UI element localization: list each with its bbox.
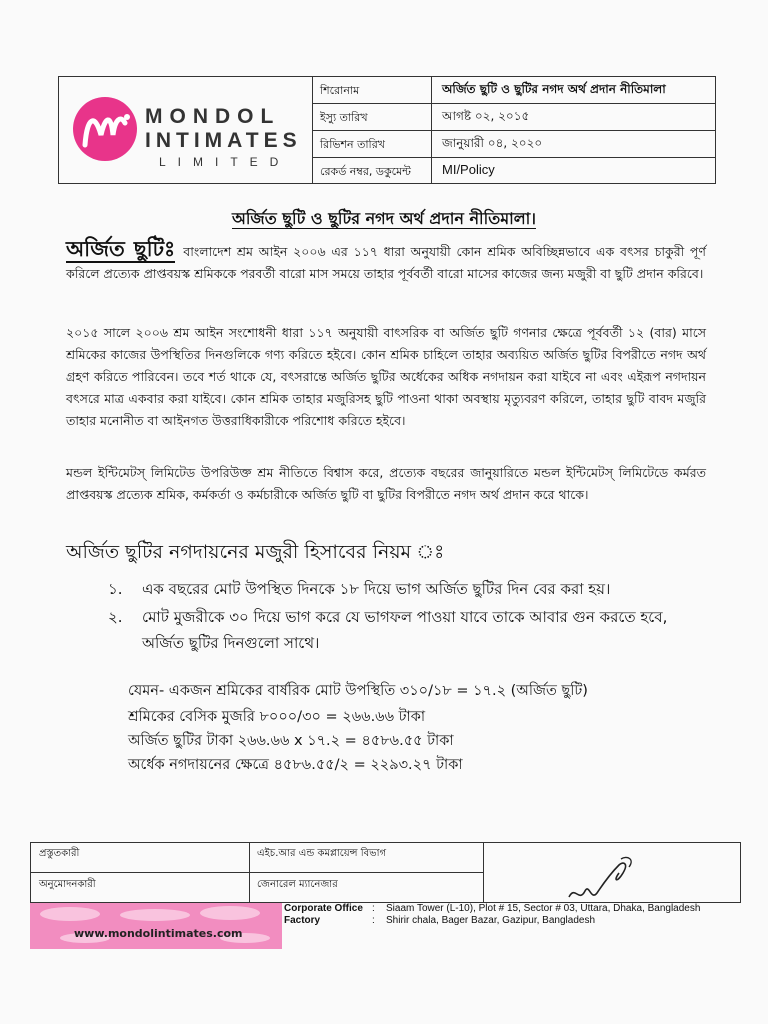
factory-label: Factory <box>284 915 321 926</box>
website-link[interactable]: www.mondolintimates.com <box>74 927 243 940</box>
header-row-title <box>312 77 715 104</box>
section2-heading: অর্জিত ছুটির নগদায়নের মজুরী হিসাবের নিয়ম ঃ <box>66 541 445 563</box>
section1-paragraph3: মন্ডল ইন্টিমেটস্ লিমিটেড উপরিউক্ত শ্রম নীতিতে বিশ্বাস করে, প্রত্যেক বছরের জানুয়ারিতে মন্ডল ইন্টিমেটস্ লিমিটেডে কর্মরত প্রাপ্তবয়স্ক প্রত্যেক শ্রমিক, কর্মকর্তা ও কর্মচারীকে অর্জিত ছুটি বা ছুটির বিপরীতে নগদ অর্থ প্রদান করে থাকে। <box>66 465 706 502</box>
section1-p1-text: বাংলাদেশ শ্রম আইন ২০০৬ এর ১১৭ ধারা অনুযায়ী কোন শ্রমিক অবিচ্ছিন্নভাবে এক বৎসর চাকুরী পূর্ণ করিলে প্রত্যেক প্রাপ্তবয়স্ক শ্রমিককে পরবর্তী বারো মাস সময়ে তাহার পূর্ববর্তী বারো মাসের কাজের জন্য মজুরী বা ছুটি প্রদান করিবে। <box>66 244 706 281</box>
example-line-2: শ্রমিকের বেসিক মুজরি ৮০০০/৩০ = ২৬৬.৬৬ টাকা <box>128 709 426 725</box>
example-line-1: যেমন- একজন শ্রমিকের বার্ষরিক মোট উপস্থিতি ৩১০/১৮ = ১৭.২ (অর্জিত ছুটি) <box>128 683 588 699</box>
logo-text-line1: MONDOL <box>145 105 281 128</box>
company-logo <box>59 77 313 183</box>
logo-text-line3: LIMITED <box>159 155 291 169</box>
header-row-record-number <box>312 158 715 184</box>
corporate-office-label: Corporate Office <box>284 903 363 914</box>
section1-paragraph2: ২০১৫ সালে ২০০৬ শ্রম আইন সংশোধনী ধারা ১১৭ অনুযায়ী বাৎসরিক বা অর্জিত ছুটি গণনার ক্ষেত্রে পূর্ববর্তী ১২ (বার) মাসে শ্রমিকের কাজের উপস্থিতির দিনগুলিকে গণ্য করিতে হইবে। কোন শ্রমিক চাহিলে তাহার অব্যয়িত অর্জিত ছুটির বিপরীতে নগদ অর্থ গ্রহণ করিতে পারিবেন। তবে শর্ত থাকে যে, বৎসরান্তে অর্জিত ছুটির অর্ধেকের অধিক নগদায়ন করা যাইবে না এবং এইরূপ নগদায়ন বৎসরে মাত্র একবার করা যাইবে। কোন শ্রমিক তাহার মজুরিসহ ছুটি পাওনা থাকা অবস্থায় মৃত্যুবরণ করিলে, তাহার ছুটি বাবদ মজুরি তাহার মনোনীত বা আইনগত উত্তরাধিকারীকে পরিশোধ করিতে হইবে। <box>66 325 706 428</box>
approval-table <box>30 842 741 903</box>
header-label-title: শিরোনাম <box>320 84 360 97</box>
document-title: অর্জিত ছুটি ও ছুটির নগদ অর্থ প্রদান নীতিমালা। <box>231 209 537 228</box>
approved-by-value: জেনারেল ম্যানেজার <box>257 879 338 890</box>
header-value-title: অর্জিত ছুটি ও ছুটির নগদ অর্থ প্রদান নীতিমালা <box>442 82 666 96</box>
website-banner <box>30 903 282 949</box>
corporate-office-colon: : <box>372 903 375 914</box>
prepared-by-label: প্রস্তুতকারী <box>39 848 80 859</box>
prepared-by-value: এইচ.আর এন্ড কমপ্লায়েন্স বিভাগ <box>257 848 387 859</box>
header-label-revision-date: রিভিশন তারিখ <box>320 138 385 151</box>
header-row-revision-date <box>312 131 715 158</box>
logo-text-line2: INTIMATES <box>145 129 302 152</box>
header-row-issue-date <box>312 104 715 131</box>
header-value-record-number: MI/Policy <box>442 162 495 177</box>
corporate-office-address: Siaam Tower (L-10), Plot # 15, Sector # 03, Uttara, Dhaka, Bangladesh <box>386 903 701 914</box>
example-line-4: অর্ধেক নগদায়নের ক্ষেত্রে ৪৫৮৬.৫৫/২ = ২২৯৩.২৭ টাকা <box>128 757 463 773</box>
factory-colon: : <box>372 915 375 926</box>
rule-item-1-text: এক বছরের মোট উপস্থিত দিনকে ১৮ দিয়ে ভাগ অর্জিত ছুটির দিন বের করা হয়। <box>142 580 611 598</box>
logo-mark-icon <box>71 95 139 163</box>
header-value-issue-date: আগষ্ট ০২, ২০১৫ <box>442 109 530 123</box>
header-label-issue-date: ইস্যু তারিখ <box>320 111 368 124</box>
section1-heading: অর্জিত ছুটিঃ <box>66 237 176 261</box>
factory-address: Shirir chala, Bager Bazar, Gazipur, Bangladesh <box>386 915 596 926</box>
rule-item-2-number: ২. <box>108 608 123 626</box>
rule-item-1-number: ১. <box>108 580 123 598</box>
rule-item-1 <box>108 576 708 602</box>
approved-by-label: অনুমোদনকারী <box>39 879 96 890</box>
document-header-table <box>58 76 716 184</box>
signature-icon <box>561 851 651 909</box>
header-value-revision-date: জানুয়ারী ০৪, ২০২০ <box>442 136 543 150</box>
header-label-record-number: রেকর্ড নম্বর, ডকুমেন্ট <box>320 165 411 178</box>
section1-paragraph1 <box>66 238 706 285</box>
rule-item-2-text: মোট মুজরীকে ৩০ দিয়ে ভাগ করে যে ভাগফল পাওয়া যাবে তাকে আবার গুন করতে হবে, অর্জিত ছুটির দিনগুলো সাথে। <box>142 608 668 652</box>
rule-item-2 <box>108 604 688 656</box>
example-line-3: অর্জিত ছুটির টাকা ২৬৬.৬৬ x ১৭.২ = ৪৫৮৬.৫৫ টাকা <box>128 733 454 749</box>
